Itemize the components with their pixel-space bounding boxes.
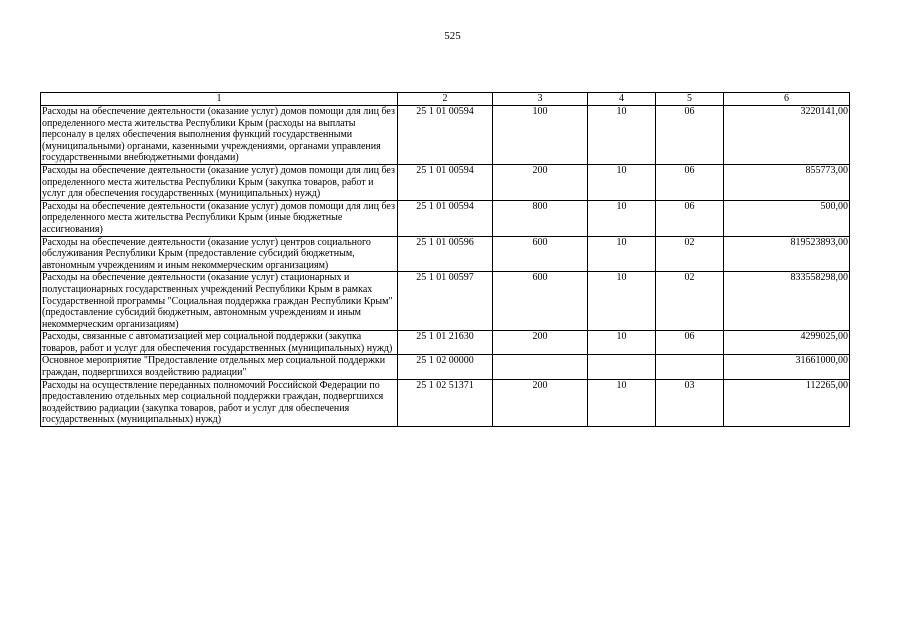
row-target-article: 25 1 01 00594 bbox=[398, 164, 493, 200]
row-subsection bbox=[656, 355, 724, 379]
row-section: 10 bbox=[588, 106, 656, 165]
row-description: Расходы на осуществление переданных полномочий Российской Федерации по предоставлению отдельных мер социальной поддержки граждан, подвергшихся воздействию радиации (закупка товаров, работ и услуг для обеспечения государственных (муниципальных) нужд) bbox=[41, 379, 398, 426]
row-subsection: 06 bbox=[656, 331, 724, 355]
row-description: Расходы на обеспечение деятельности (оказание услуг) домов помощи для лиц без определенного места жительства Республики Крым (иные бюджетные ассигнования) bbox=[41, 200, 398, 236]
row-expense-type: 600 bbox=[493, 236, 588, 272]
row-description: Расходы на обеспечение деятельности (оказание услуг) домов помощи для лиц без определенного места жительства Республики Крым (расходы на выплаты персоналу в целях обеспечения выполнения функций государственными (муниципальными) органами, казенными учреждениями, органами управления государственными внебюджетными фондами) bbox=[41, 106, 398, 165]
row-section: 10 bbox=[588, 331, 656, 355]
row-target-article: 25 1 01 00597 bbox=[398, 272, 493, 331]
column-header-2: 2 bbox=[398, 93, 493, 106]
row-section: 10 bbox=[588, 379, 656, 426]
column-header-1: 1 bbox=[41, 93, 398, 106]
row-section: 10 bbox=[588, 164, 656, 200]
row-target-article: 25 1 02 51371 bbox=[398, 379, 493, 426]
row-section: 10 bbox=[588, 200, 656, 236]
row-expense-type: 100 bbox=[493, 106, 588, 165]
table-row bbox=[41, 331, 850, 355]
row-target-article: 25 1 01 00596 bbox=[398, 236, 493, 272]
table-header-row bbox=[41, 93, 850, 106]
table-row bbox=[41, 200, 850, 236]
row-target-article: 25 1 01 00594 bbox=[398, 106, 493, 165]
table-row bbox=[41, 355, 850, 379]
row-amount: 500,00 bbox=[724, 200, 850, 236]
row-subsection: 06 bbox=[656, 164, 724, 200]
row-target-article: 25 1 01 00594 bbox=[398, 200, 493, 236]
table-row bbox=[41, 379, 850, 426]
row-amount: 855773,00 bbox=[724, 164, 850, 200]
table-row bbox=[41, 164, 850, 200]
row-amount: 833558298,00 bbox=[724, 272, 850, 331]
column-header-4: 4 bbox=[588, 93, 656, 106]
row-section bbox=[588, 355, 656, 379]
row-section: 10 bbox=[588, 272, 656, 331]
row-expense-type: 800 bbox=[493, 200, 588, 236]
row-amount: 31661000,00 bbox=[724, 355, 850, 379]
row-description: Расходы, связанные с автоматизацией мер социальной поддержки (закупка товаров, работ и услуг для обеспечения государственных (муниципальных) нужд) bbox=[41, 331, 398, 355]
column-header-5: 5 bbox=[656, 93, 724, 106]
row-expense-type: 200 bbox=[493, 331, 588, 355]
table-row bbox=[41, 106, 850, 165]
table-row bbox=[41, 236, 850, 272]
row-expense-type: 200 bbox=[493, 164, 588, 200]
row-subsection: 03 bbox=[656, 379, 724, 426]
page-number: 525 bbox=[444, 30, 461, 42]
row-description: Расходы на обеспечение деятельности (оказание услуг) домов помощи для лиц без определенного места жительства Республики Крым (закупка товаров, работ и услуг для обеспечения государственных (муниципальных) нужд) bbox=[41, 164, 398, 200]
row-subsection: 06 bbox=[656, 106, 724, 165]
row-description: Расходы на обеспечение деятельности (оказание услуг) центров социального обслуживания Республики Крым (предоставление субсидий бюджетным, автономным учреждениям и иным некоммерческим организациям) bbox=[41, 236, 398, 272]
table-row bbox=[41, 272, 850, 331]
row-expense-type bbox=[493, 355, 588, 379]
row-target-article: 25 1 02 00000 bbox=[398, 355, 493, 379]
row-subsection: 02 bbox=[656, 272, 724, 331]
row-amount: 819523893,00 bbox=[724, 236, 850, 272]
row-section: 10 bbox=[588, 236, 656, 272]
row-amount: 3220141,00 bbox=[724, 106, 850, 165]
column-header-3: 3 bbox=[493, 93, 588, 106]
row-target-article: 25 1 01 21630 bbox=[398, 331, 493, 355]
row-description: Основное мероприятие "Предоставление отдельных мер социальной поддержки граждан, подвергшихся воздействию радиации" bbox=[41, 355, 398, 379]
row-description: Расходы на обеспечение деятельности (оказание услуг) стационарных и полустационарных государственных учреждений Республики Крым в рамках Государственной программы "Социальная поддержка граждан Республики Крым" (предоставление субсидий бюджетным, автономным учреждениям и иным некоммерческим организациям) bbox=[41, 272, 398, 331]
row-amount: 112265,00 bbox=[724, 379, 850, 426]
row-expense-type: 200 bbox=[493, 379, 588, 426]
column-header-6: 6 bbox=[724, 93, 850, 106]
row-amount: 4299025,00 bbox=[724, 331, 850, 355]
row-subsection: 02 bbox=[656, 236, 724, 272]
row-expense-type: 600 bbox=[493, 272, 588, 331]
row-subsection: 06 bbox=[656, 200, 724, 236]
budget-table bbox=[40, 92, 850, 427]
